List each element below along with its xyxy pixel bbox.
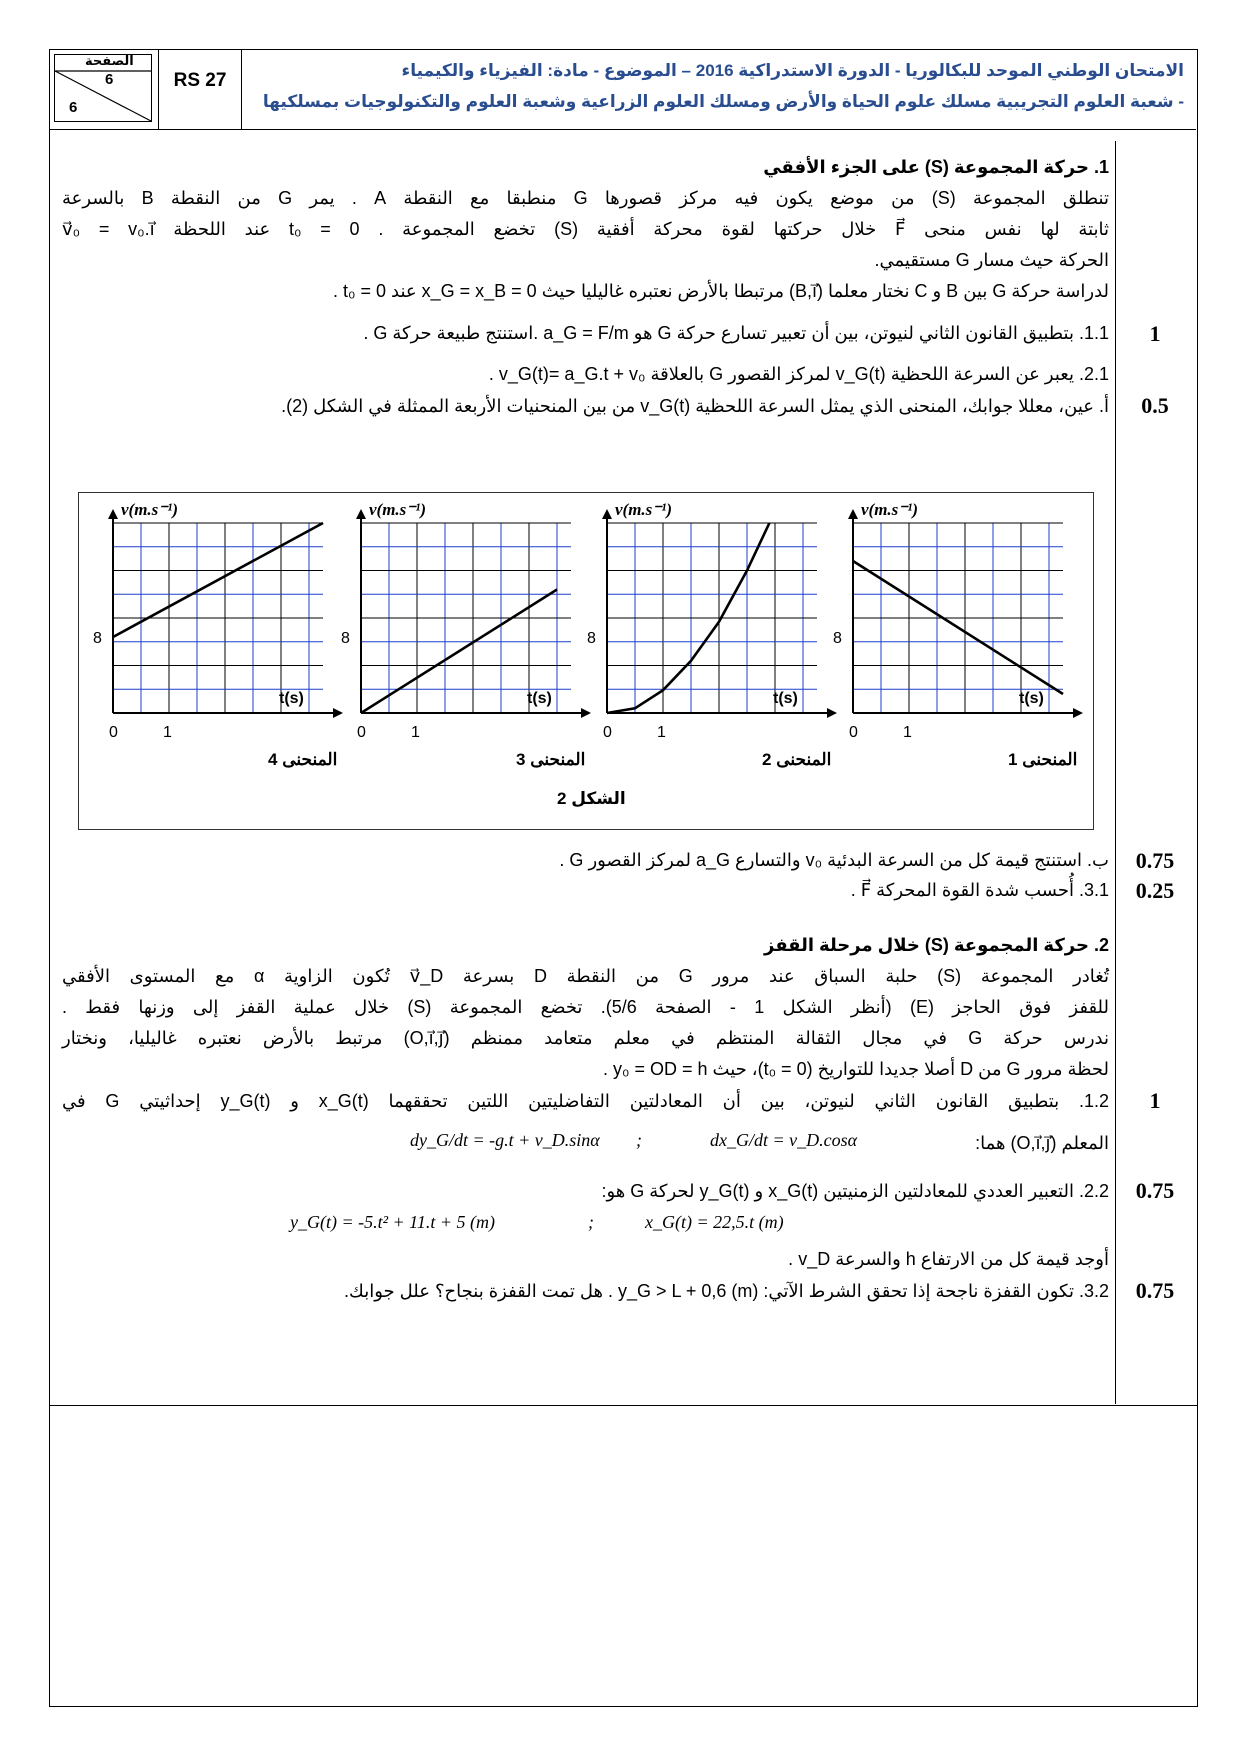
origin-label: 0	[849, 724, 858, 741]
equation-separator-2: ;	[588, 1212, 594, 1232]
score-column-divider	[1115, 141, 1116, 1404]
y-axis-label: v(m.s⁻¹)	[615, 500, 673, 519]
x-axis-arrow	[333, 708, 343, 718]
part1-intro-1: تنطلق المجموعة (S) من موضع يكون فيه مركز قصورها G منطبقا مع النقطة A . يمر G من النقطة B بالسرعة	[62, 188, 1109, 208]
question-1-2: 1.2. بتطبيق القانون الثاني لنيوتن، بين أن المعادلتين التفاضليتين اللتين تحققهما x_G(t) و y_G(t) إحداثيتي G في	[62, 1091, 1109, 1111]
origin-label: 0	[357, 724, 366, 741]
score-q12: 1	[1149, 1088, 1161, 1113]
question-2-1-b: ب. استنتج قيمة كل من السرعة البدئية v₀ والتسارع a_G لمركز القصور G .	[559, 850, 1109, 870]
y-tick-8: 8	[93, 630, 102, 647]
score-q31: 0.25	[1135, 878, 1175, 903]
x-axis-label: t(s)	[527, 690, 552, 707]
title-line-2: - شعبة العلوم التجريبية مسلك علوم الحياة والأرض ومسلك العلوم الزراعية وشعبة العلوم والتكنولوجيات بمسلكيها	[262, 92, 1184, 111]
exam-page	[49, 49, 1198, 1707]
x-tick-1: 1	[657, 724, 666, 741]
x-axis-label: t(s)	[773, 690, 798, 707]
equation-x: x_G(t) = 22,5.t (m)	[645, 1212, 784, 1232]
y-axis-label: v(m.s⁻¹)	[121, 500, 179, 519]
y-axis-arrow	[356, 509, 366, 519]
figure-2	[78, 492, 1094, 830]
part2-intro-3: ندرس حركة G في مجال الثقالة المنتظم في معلم متعامد ممنظم (O,i⃗,j⃗) مرتبط بالأرض نعتبره غاليليا، ونختار	[62, 1028, 1109, 1048]
part1-intro-4: لدراسة حركة G بين B و C نختار معلما (B,i⃗) مرتبطا بالأرض نعتبره غاليليا حيث x_G = x_B = 0 عند t₀ = 0 .	[332, 281, 1109, 301]
x-tick-1: 1	[903, 724, 912, 741]
part1-heading: 1. حركة المجموعة (S) على الجزء الأفقي	[763, 157, 1109, 177]
y-tick-8: 8	[341, 630, 350, 647]
question-2-2: 2.2. التعبير العددي للمعادلتين الزمنيتين x_G(t) و y_G(t) لحركة G هو:	[601, 1181, 1109, 1201]
question-1-2-b: المعلم (O,i⃗,j⃗) هما:	[975, 1133, 1109, 1153]
title-line-1: الامتحان الوطني الموحد للبكالوريا - الدورة الاستدراكية 2016 – الموضوع - مادة: الفيزياء والكيمياء	[401, 61, 1184, 80]
part1-intro-3: الحركة حيث مسار G مستقيمي.	[874, 250, 1109, 270]
x-axis-label: t(s)	[1019, 690, 1044, 707]
question-2-1-a: أ. عين، معللا جوابك، المنحنى الذي يمثل السرعة اللحظية v_G(t) من بين المنحنيات الأربعة الممثلة في الشكل (2).	[281, 396, 1109, 416]
figure-2-graphs	[79, 493, 1095, 831]
curve-title: المنحنى 1	[1008, 750, 1078, 769]
part2-intro-1: تُغادر المجموعة (S) حلبة السباق عند مرور G من النقطة D بسرعة v⃗_D تُكون الزاوية α مع المستوى الأفقي	[62, 966, 1109, 986]
score-q11: 1	[1149, 321, 1161, 346]
section-divider	[50, 1405, 1197, 1406]
y-axis-arrow	[108, 509, 118, 519]
score-q21b: 0.75	[1135, 848, 1175, 873]
equation-dx: dx_G/dt = v_D.cosα	[710, 1130, 858, 1150]
page-number-box	[54, 54, 152, 122]
page-number: 6	[105, 71, 114, 88]
question-3-2: 3.2. تكون القفزة ناجحة إذا تحقق الشرط الآتي: y_G > L + 0,6 (m) . هل تمت القفزة بنجاح؟ علل جوابك.	[344, 1281, 1109, 1301]
score-q22: 0.75	[1135, 1178, 1175, 1203]
part2-intro-2: للقفز فوق الحاجز (E) (أنظر الشكل 1 - الصفحة 5/6). تخضع المجموعة (S) خلال عملية القفز إلى وزنها فقط .	[62, 997, 1109, 1017]
y-tick-8: 8	[587, 630, 596, 647]
score-q21a: 0.5	[1141, 393, 1169, 418]
equation-dy: dy_G/dt = -g.t + v_D.sinα	[410, 1130, 600, 1150]
equation-y: y_G(t) = -5.t² + 11.t + 5 (m)	[290, 1212, 495, 1232]
x-tick-1: 1	[163, 724, 172, 741]
part1-intro-2: v⃗₀ = v₀.i⃗ عند اللحظة t₀ = 0 . تخضع المجموعة (S) خلال حركتها لقوة محركة أفقية F⃗ ثابتة لها نفس منحى	[62, 219, 1110, 239]
origin-label: 0	[603, 724, 612, 741]
velocity-curve	[853, 561, 1063, 694]
x-tick-1: 1	[411, 724, 420, 741]
equation-separator: ;	[636, 1130, 642, 1150]
exam-code: RS 27	[158, 50, 241, 129]
curve-title: المنحنى 3	[516, 750, 586, 769]
curve-title: المنحنى 2	[762, 750, 832, 769]
exam-title	[241, 50, 1196, 129]
exam-header	[50, 50, 1196, 130]
question-2-2-b: أوجد قيمة كل من الارتفاع h والسرعة v_D .	[788, 1249, 1109, 1269]
question-1-1: 1.1. بتطبيق القانون الثاني لنيوتن، بين أن تعبير تسارع حركة G هو a_G = F/m .استنتج طبيعة حركة G .	[363, 323, 1109, 343]
curve-title: المنحنى 4	[268, 750, 338, 769]
question-3-1: 3.1. أُحسب شدة القوة المحركة F⃗ .	[850, 880, 1109, 900]
origin-label: 0	[109, 724, 118, 741]
x-axis-arrow	[1073, 708, 1083, 718]
score-q32: 0.75	[1135, 1278, 1175, 1303]
velocity-curve	[113, 523, 323, 637]
part2-intro-4: لحظة مرور G من D أصلا جديدا للتواريخ (t₀ = 0)، حيث y₀ = OD = h .	[603, 1059, 1109, 1079]
y-tick-8: 8	[833, 630, 842, 647]
part2-heading: 2. حركة المجموعة (S) خلال مرحلة القفز	[764, 935, 1109, 955]
x-axis-arrow	[827, 708, 837, 718]
y-axis-arrow	[848, 509, 858, 519]
figure-caption: الشكل 2	[557, 789, 626, 808]
x-axis-label: t(s)	[279, 690, 304, 707]
page-total: 6	[69, 99, 78, 116]
y-axis-label: v(m.s⁻¹)	[861, 500, 919, 519]
x-axis-arrow	[581, 708, 591, 718]
question-2-1: 2.1. يعبر عن السرعة اللحظية v_G(t) لمركز القصور G بالعلاقة v_G(t)= a_G.t + v₀ .	[488, 364, 1109, 384]
page-label: الصفحة	[85, 53, 134, 68]
y-axis-label: v(m.s⁻¹)	[369, 500, 427, 519]
y-axis-arrow	[602, 509, 612, 519]
